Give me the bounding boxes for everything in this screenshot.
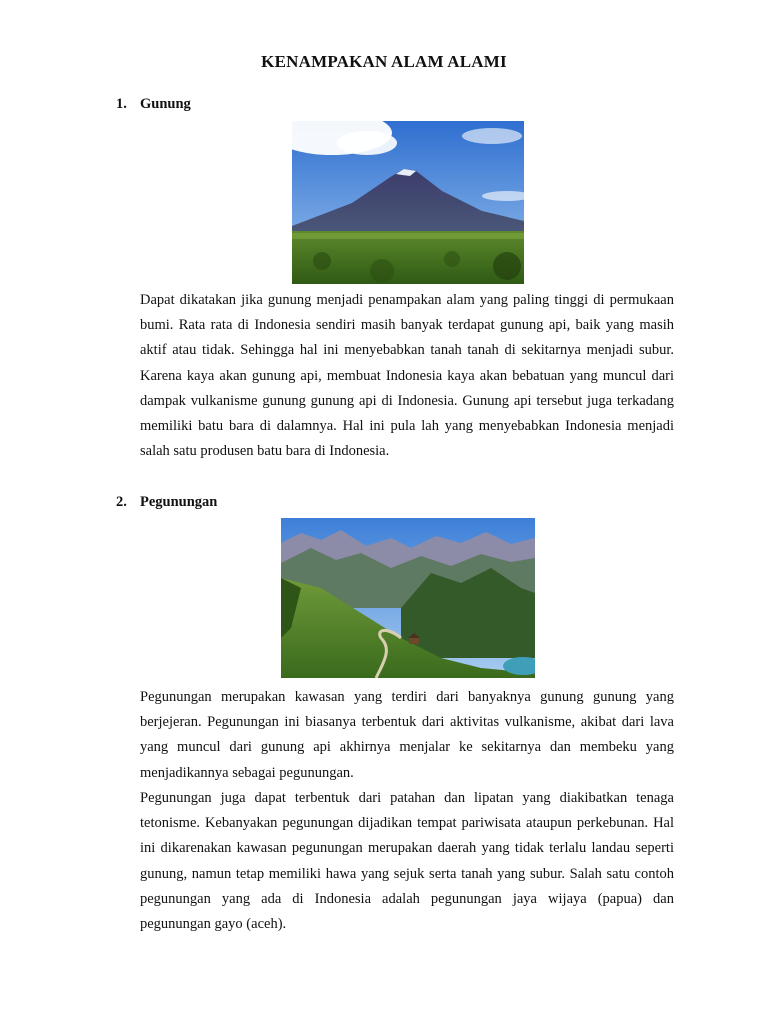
mountain-range-photo xyxy=(281,518,535,678)
section-number: 2. xyxy=(116,494,127,510)
section-heading-pegunungan xyxy=(116,494,217,511)
section-heading-gunung xyxy=(116,96,191,113)
paragraph-gunung: Dapat dikatakan jika gunung menjadi penampakan alam yang paling tinggi di permukaan bumi. Rata rata di Indonesia sendiri masih banyak terdapat gunung api, baik yang masih aktif atau tidak. Sehingga hal ini menyebabkan tanah tanah di sekitarnya menjadi subur. Karena kaya akan gunung api, membuat Indonesia kaya akan bebatuan yang muncul dari dampak vulkanisme gunung gunung api di Indonesia. Gunung api tersebut juga terkadang memiliki batu bara di dalamnya. Hal ini pula lah yang menyebabkan Indonesia menjadi salah satu produsen batu bara di Indonesia. xyxy=(140,292,674,460)
paragraph-pegunungan-2: Pegunungan juga dapat terbentuk dari patahan dan lipatan yang diakibatkan tenaga tetonisme. Kebanyakan pegunungan dijadikan tempat pariwisata ataupun perkebunan. Hal ini dikarenakan kawasan pegunungan merupakan daerah yang tidak terlalu landau seperti gunung, namun tetap memiliki hawa yang sejuk serta tanah yang subur. Salah satu contoh pegunungan yang ada di Indonesia adalah pegunungan jaya wijaya (papua) dan pegunungan gayo (aceh). xyxy=(140,790,674,933)
page-title: KENAMPAKAN ALAM ALAMI xyxy=(261,52,507,71)
mountain-volcano-photo xyxy=(292,121,524,284)
section-number: 1. xyxy=(116,96,127,112)
section-title: Pegunungan xyxy=(140,494,218,510)
paragraph-pegunungan-1: Pegunungan merupakan kawasan yang terdiri dari banyaknya gunung gunung yang berjejeran. Pegunungan ini biasanya terbentuk dari aktivitas vulkanisme, akibat dari lava yang muncul dari gunung api akhirnya menjalar ke sekitarnya dan membeku yang menjadikannya sebagai pegunungan. xyxy=(140,689,674,781)
section-title: Gunung xyxy=(140,96,191,112)
